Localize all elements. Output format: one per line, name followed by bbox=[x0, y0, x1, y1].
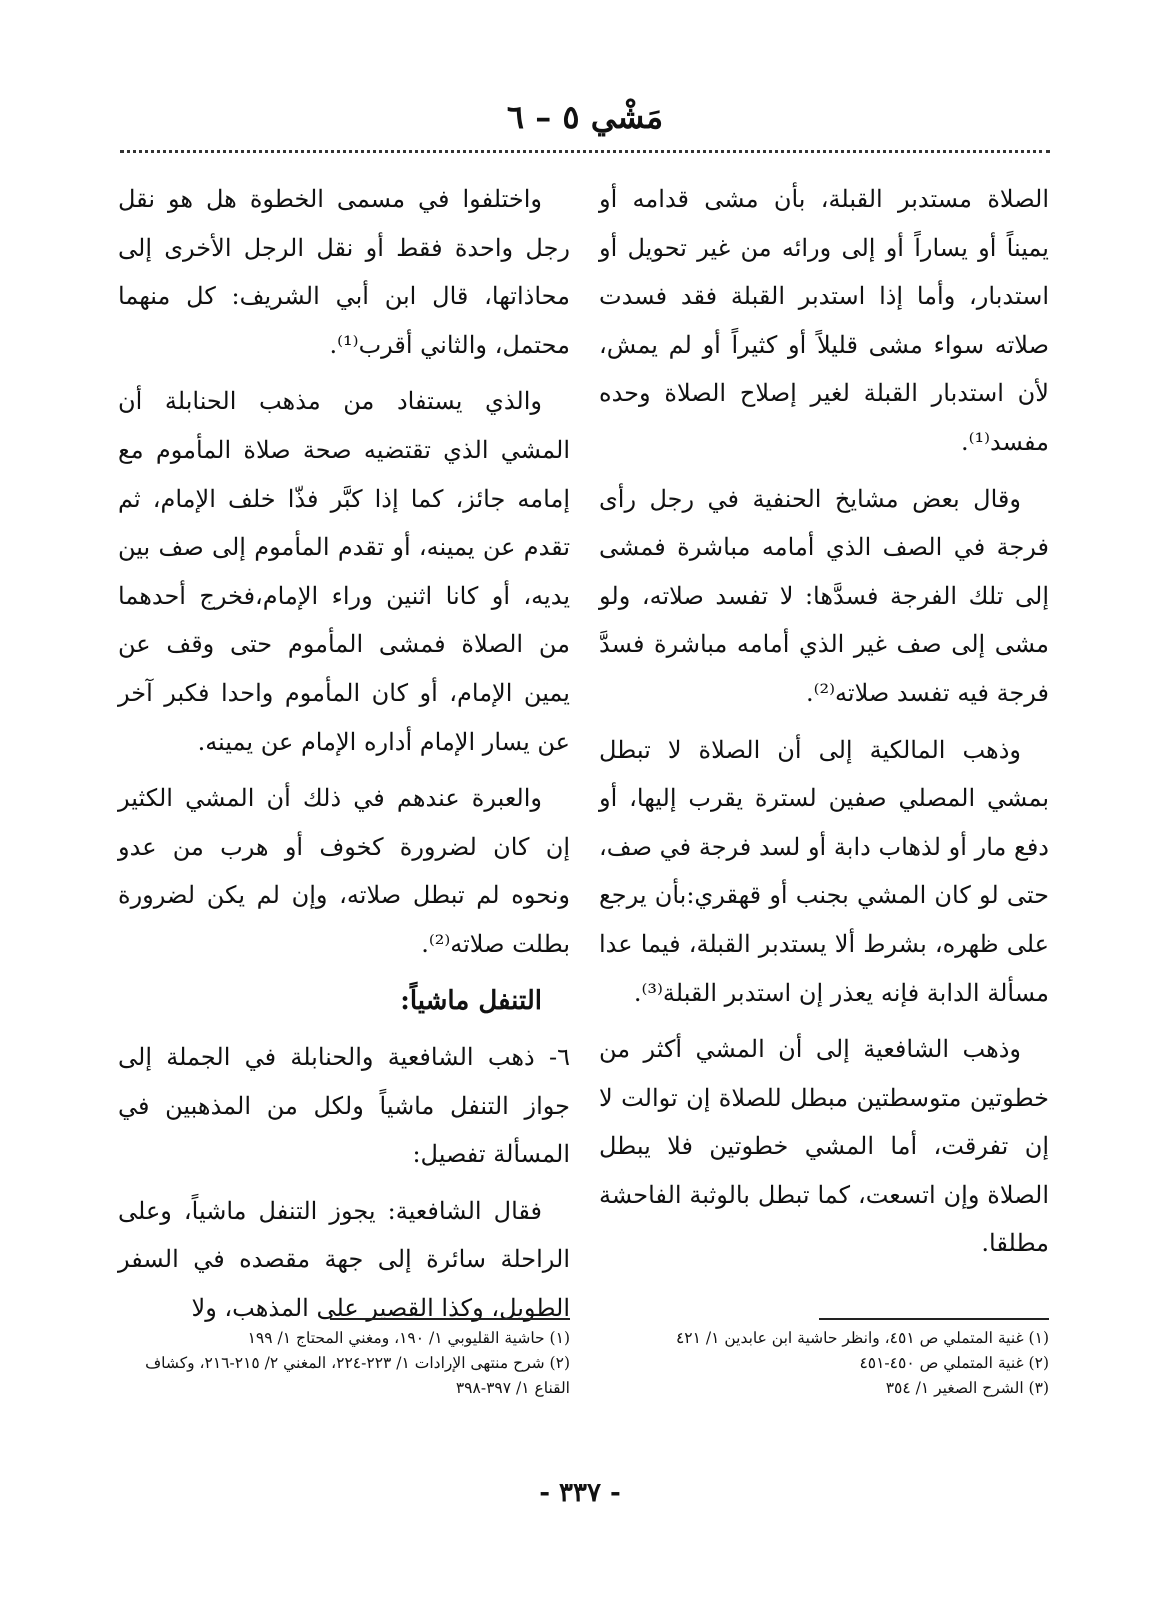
section-heading: التنفل ماشياً: bbox=[400, 985, 542, 1016]
paragraph: والعبرة عندهم في ذلك أن المشي الكثير إن كان لضرورة كخوف أو هرب من عدو ونحوه لم تبطل صلاته، وإن لم يكن لضرورة بطلت صلاته⁽²⁾. bbox=[118, 784, 570, 958]
page-number: - ٣٣٧ - bbox=[539, 1478, 621, 1508]
footnote: (١) غنية المتملي ص ٤٥١، وانظر حاشية ابن عابدين ١/ ٤٢١ bbox=[675, 1329, 1049, 1347]
left-column bbox=[118, 175, 570, 1341]
page-title: مَشْي ٥ – ٦ bbox=[506, 98, 664, 136]
footnote: (٣) الشرح الصغير ١/ ٣٥٤ bbox=[885, 1379, 1049, 1397]
footnote: (٢) شرح منتهى الإرادات ١/ ٢٢٣-٢٢٤، المغني ٢/ ٢١٥-٢١٦، وكشاف القناع ١/ ٣٩٧-٣٩٨ bbox=[145, 1354, 570, 1397]
paragraph: الصلاة مستدبر القبلة، بأن مشى قدامه أو يميناً أو يساراً أو إلى ورائه من غير تحويل أو استدبار، وأما إذا استدبر القبلة فقد فسدت صلاته سواء مشى قليلاً أو كثيراً أو لم يمش، لأن استدبار القبلة لغير إصلاح الصلاة وحده مفسد⁽¹⁾. bbox=[599, 185, 1049, 456]
paragraph: والذي يستفاد من مذهب الحنابلة أن المشي الذي تقتضيه صحة صلاة المأموم مع إمامه جائز، كما إذا كبَّر فذّا خلف الإمام، ثم تقدم عن يمينه، أو تقدم المأموم إلى صف بين يديه، أو كانا اثنين وراء الإمام،فخرج أحدهما من الصلاة فمشى المأموم حتى وقف عن يمين الإمام، أو كان المأموم واحدا فكبر آخر عن يسار الإمام أداره الإمام عن يمينه. bbox=[118, 387, 570, 756]
footnote-divider bbox=[330, 1318, 570, 1320]
header-divider bbox=[120, 150, 1050, 153]
paragraph: فقال الشافعية: يجوز التنفل ماشياً، وعلى الراحلة سائرة إلى جهة مقصده في السفر الطويل، وكذا القصير على المذهب، ولا bbox=[118, 1196, 570, 1323]
footnotes-left bbox=[118, 1326, 570, 1401]
paragraph: واختلفوا في مسمى الخطوة هل هو نقل رجل واحدة فقط أو نقل الرجل الأخرى إلى محاذاتها، قال ابن أبي الشريف: كل منهما محتمل، والثاني أقرب⁽¹⁾. bbox=[118, 185, 570, 359]
right-column bbox=[599, 175, 1049, 1276]
paragraph: وذهب المالكية إلى أن الصلاة لا تبطل بمشي المصلي صفين لسترة يقرب إليها، أو دفع مار أو لذهاب دابة أو لسد فرجة في صف، حتى لو كان المشي بجنب أو قهقري:بأن يرجع على ظهره، بشرط ألا يستدبر القبلة، فيما عدا مسألة الدابة فإنه يعذر إن استدبر القبلة⁽³⁾. bbox=[599, 735, 1049, 1007]
footnotes-right bbox=[599, 1326, 1049, 1401]
paragraph: وقال بعض مشايخ الحنفية في رجل رأى فرجة في الصف الذي أمامه مباشرة فمشى إلى تلك الفرجة فسدَّها: لا تفسد صلاته، ولو مشى إلى صف غير الذي أمامه مباشرة فسدَّ فرجة فيه تفسد صلاته⁽²⁾. bbox=[599, 484, 1049, 707]
footnote-divider bbox=[819, 1318, 1049, 1320]
paragraph: وذهب الشافعية إلى أن المشي أكثر من خطوتين متوسطتين مبطل للصلاة إن توالت لا إن تفرقت، أما المشي خطوتين فلا يبطل الصلاة وإن اتسعت، كما تبطل بالوثبة الفاحشة مطلقا. bbox=[599, 1035, 1049, 1258]
footnote: (٢) غنية المتملي ص ٤٥٠-٤٥١ bbox=[859, 1354, 1049, 1372]
footnote: (١) حاشية القليوبي ١/ ١٩٠، ومغني المحتاج ١/ ١٩٩ bbox=[247, 1329, 570, 1347]
paragraph: ٦- ذهب الشافعية والحنابلة في الجملة إلى جواز التنفل ماشياً ولكل من المذهبين في المسألة تفصيل: bbox=[118, 1043, 570, 1169]
